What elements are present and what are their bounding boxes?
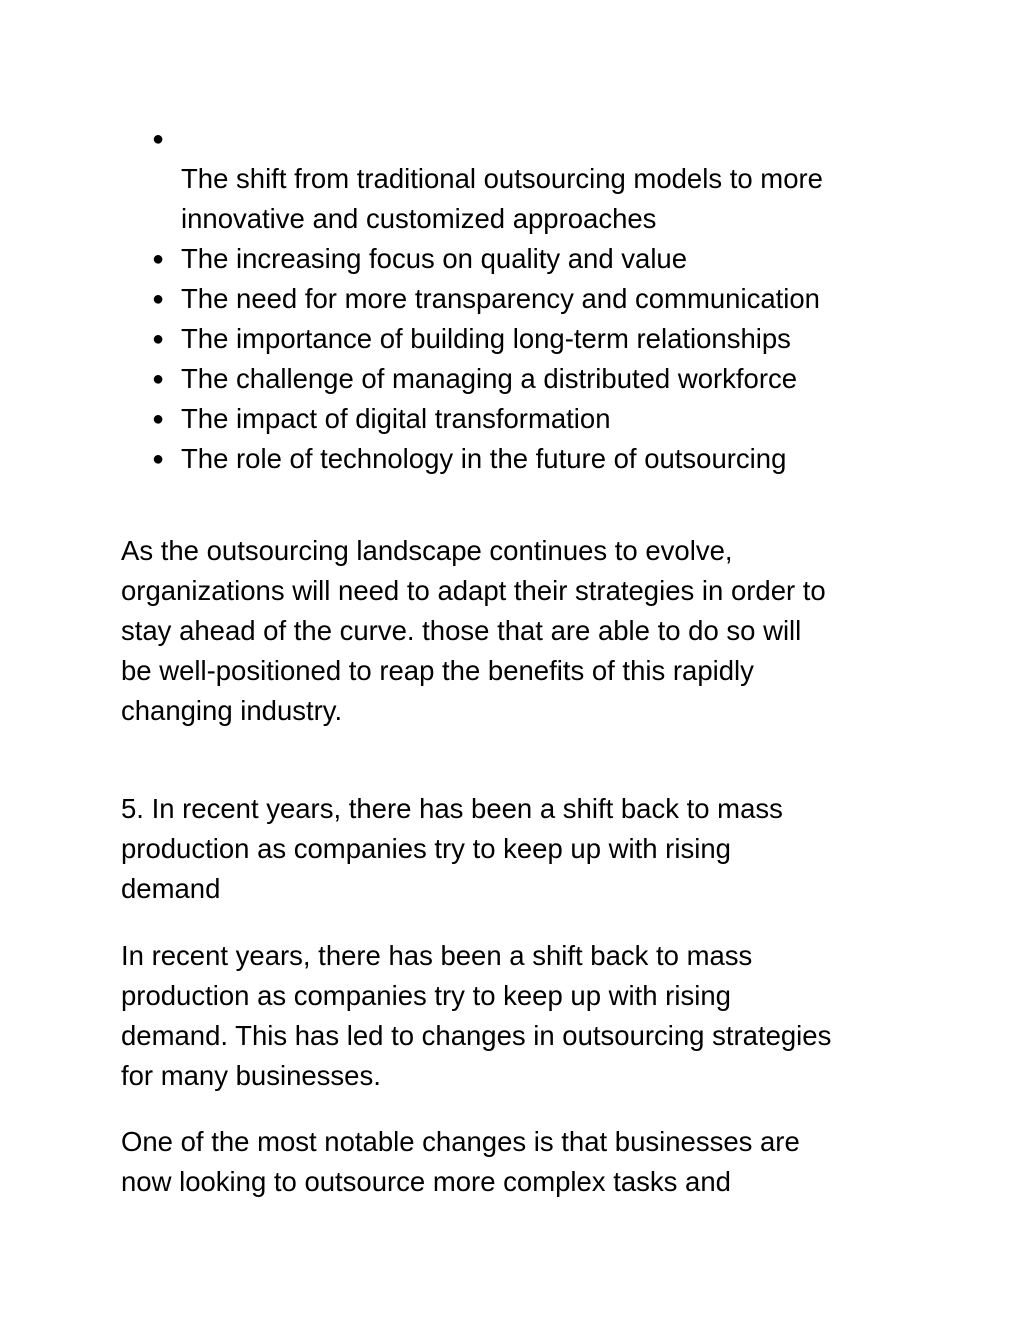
list-item-text: The increasing focus on quality and value bbox=[181, 243, 688, 274]
bullet-list bbox=[152, 119, 912, 479]
bullet-icon: ● bbox=[152, 408, 165, 430]
list-item-text: The need for more transparency and communication bbox=[181, 283, 820, 314]
list-item-text: The shift from traditional outsourcing models to more innovative and customized approaches bbox=[181, 163, 823, 234]
list-item-text: The role of technology in the future of outsourcing bbox=[181, 443, 787, 474]
list-item bbox=[152, 119, 912, 239]
paragraph-complex-tasks: One of the most notable changes is that businesses are now looking to outsource more complex tasks and bbox=[121, 1126, 800, 1197]
list-item bbox=[152, 439, 912, 479]
paragraph-landscape: As the outsourcing landscape continues to evolve, organizations will need to adapt their strategies in order to stay ahead of the curve. those that are able to do so will be well-positioned to reap the benefits of this rapidly changing industry. bbox=[121, 535, 826, 726]
list-item bbox=[152, 399, 912, 439]
bullet-icon: ● bbox=[152, 368, 165, 390]
bullet-icon: ● bbox=[152, 288, 165, 310]
list-item bbox=[152, 359, 912, 399]
list-item bbox=[152, 279, 912, 319]
bullet-icon: ● bbox=[152, 248, 165, 270]
list-item-text: The challenge of managing a distributed workforce bbox=[181, 363, 798, 394]
bullet-icon: ● bbox=[152, 128, 165, 150]
section-heading-mass-production: 5. In recent years, there has been a shift back to mass production as companies try to keep up with rising demand bbox=[121, 793, 783, 904]
list-item-text: The impact of digital transformation bbox=[181, 403, 611, 434]
bullet-icon: ● bbox=[152, 448, 165, 470]
bullet-icon: ● bbox=[152, 328, 165, 350]
paragraph-mass-production: In recent years, there has been a shift back to mass production as companies try to keep up with rising demand. This has led to changes in outsourcing strategies for many businesses. bbox=[121, 940, 832, 1091]
list-item-text: The importance of building long-term relationships bbox=[181, 323, 791, 354]
list-item bbox=[152, 319, 912, 359]
list-item bbox=[152, 239, 912, 279]
